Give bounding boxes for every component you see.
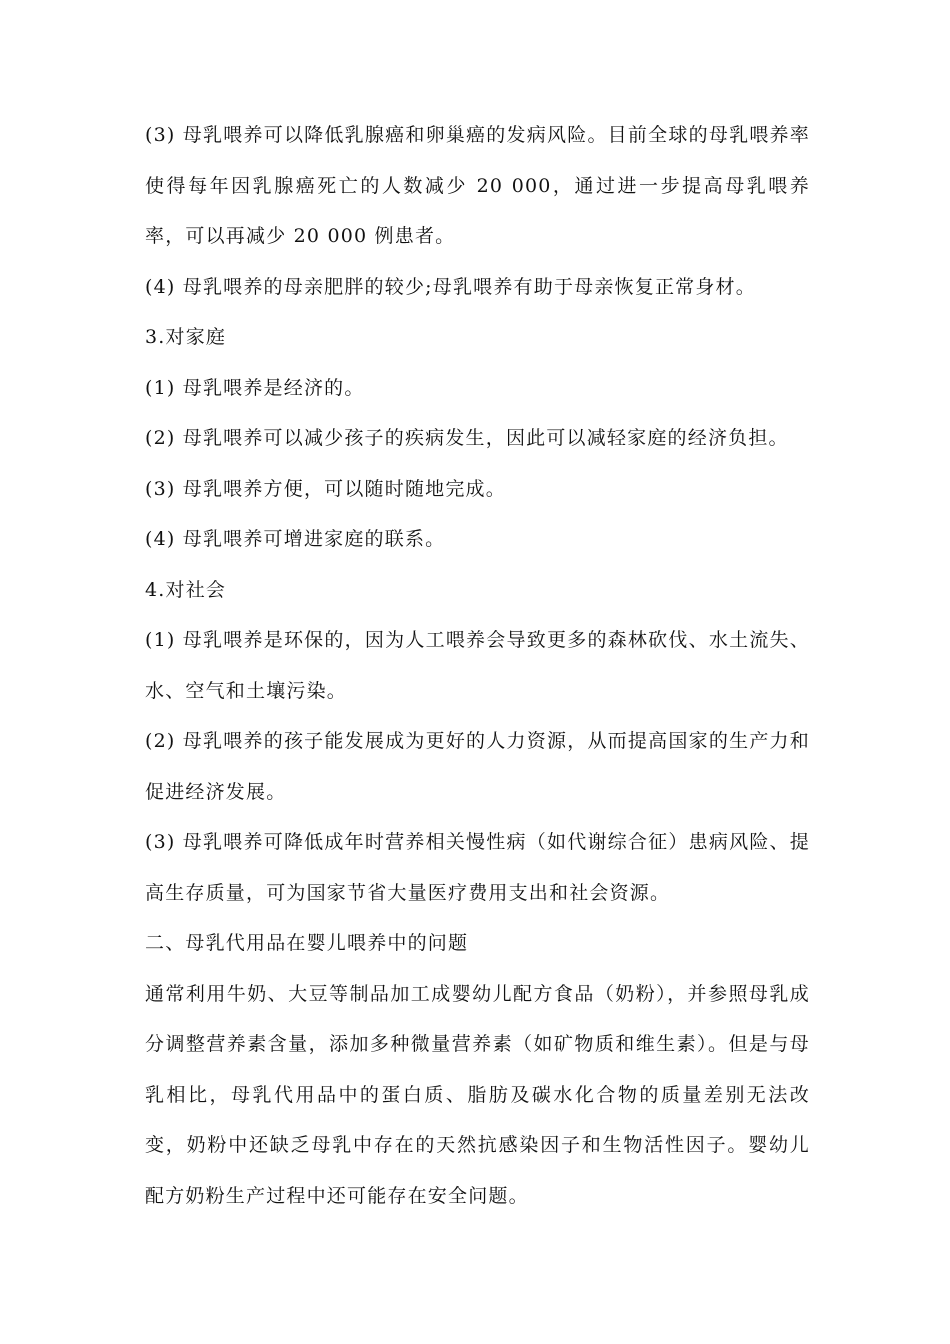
paragraph-society-chronic-disease: (3) 母乳喂养可降低成年时营养相关慢性病（如代谢综合征）患病风险、提高生存质量，可为国家节省大量医疗费用支出和社会资源。 [145, 831, 810, 904]
paragraph-maternal-obesity: (4) 母乳喂养的母亲肥胖的较少;母乳喂养有助于母亲恢复正常身材。 [145, 275, 756, 298]
paragraph-society-human-resources: (2) 母乳喂养的孩子能发展成为更好的人力资源，从而提高国家的生产力和促进经济发展。 [145, 730, 810, 803]
section-heading-family: 3.对家庭 [145, 326, 227, 348]
paragraph-society-environment: (1) 母乳喂养是环保的，因为人工喂养会导致更多的森林砍伐、水土流失、水、空气和土壤污染。 [145, 629, 810, 702]
paragraph-substitutes-problems: 通常利用牛奶、大豆等制品加工成婴幼儿配方食品（奶粉），并参照母乳成分调整营养素含量，添加多种微量营养素（如矿物质和维生素）。但是与母乳相比，母乳代用品中的蛋白质、脂肪及碳水化合物的质量差别无法改变，奶粉中还缺乏母乳中存在的天然抗感染因子和生物活性因子。婴幼儿配方奶粉生产过程中还可能存在安全问题。 [145, 982, 810, 1207]
paragraph-family-convenient: (3) 母乳喂养方便，可以随时随地完成。 [145, 477, 506, 500]
paragraph-family-bonding: (4) 母乳喂养可增进家庭的联系。 [145, 528, 446, 550]
paragraph-family-economical: (1) 母乳喂养是经济的。 [145, 376, 365, 399]
paragraph-breastfeeding-cancer-risk: (3) 母乳喂养可以降低乳腺癌和卵巢癌的发病风险。目前全球的母乳喂养率使得每年因乳腺癌死亡的人数减少 20 000，通过进一步提高母乳喂养率，可以再减少 20 000 例患者。 [145, 124, 810, 247]
section-heading-substitutes: 二、母乳代用品在婴儿喂养中的问题 [145, 932, 469, 954]
document-body [145, 110, 810, 1221]
section-heading-society: 4.对社会 [145, 578, 227, 601]
paragraph-family-reduce-burden: (2) 母乳喂养可以减少孩子的疾病发生，因此可以减轻家庭的经济负担。 [145, 427, 789, 449]
